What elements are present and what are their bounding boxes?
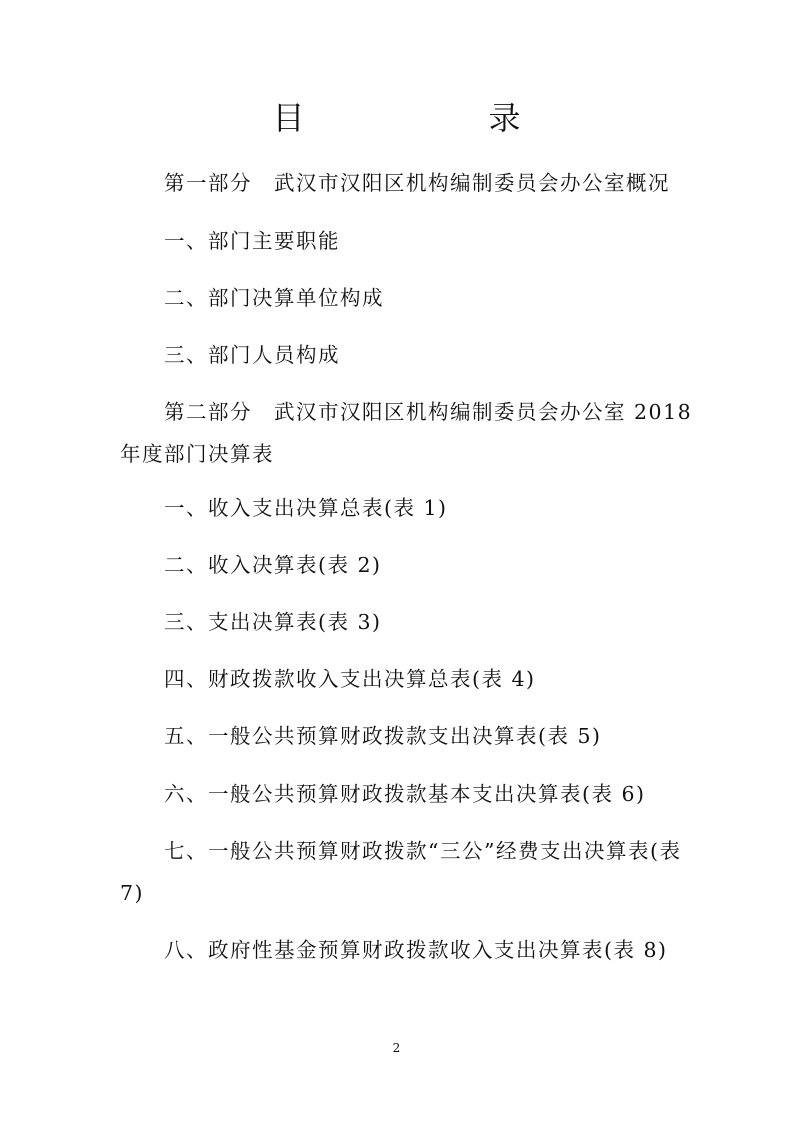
toc-entry-table-1	[120, 493, 672, 523]
toc-entry-text-line2: 年度部门决算表	[120, 442, 274, 466]
toc-entry-table-7	[120, 836, 682, 908]
toc-entry-text: 五、一般公共预算财政拨款支出决算表(表 5)	[164, 724, 602, 748]
toc-entry-table-5	[120, 721, 672, 751]
toc-entry-text: 一、部门主要职能	[164, 229, 340, 253]
toc-entry-text: 三、部门人员构成	[164, 343, 340, 367]
toc-entry-text: 六、一般公共预算财政拨款基本支出决算表(表 6)	[164, 782, 646, 806]
toc-entry-main-functions	[120, 226, 672, 256]
toc-entry-part-two	[120, 397, 693, 469]
toc-entry-table-8	[120, 935, 672, 965]
toc-entry-text: 四、财政拨款收入支出决算总表(表 4)	[164, 667, 536, 691]
toc-entry-unit-composition	[120, 283, 672, 313]
page-title: 目 录	[272, 99, 561, 137]
toc-entry-text: 八、政府性基金预算财政拨款收入支出决算表(表 8)	[164, 938, 668, 962]
toc-entry-text-line2: 7)	[120, 881, 145, 905]
toc-entry-text: 二、部门决算单位构成	[164, 286, 384, 310]
toc-entry-table-4	[120, 664, 672, 694]
toc-entry-staff-composition	[120, 340, 672, 370]
toc-entry-text: 三、支出决算表(表 3)	[164, 610, 382, 634]
toc-entry-text-line1: 七、一般公共预算财政拨款“三公”经费支出决算表(表	[164, 839, 682, 863]
toc-entry-text: 二、收入决算表(表 2)	[164, 553, 382, 577]
toc-entry-text: 第一部分 武汉市汉阳区机构编制委员会办公室概况	[164, 171, 670, 195]
toc-entry-table-3	[120, 607, 672, 637]
toc-entry-text-line1: 第二部分 武汉市汉阳区机构编制委员会办公室 2018	[164, 400, 693, 424]
toc-entry-text: 一、收入支出决算总表(表 1)	[164, 496, 448, 520]
page-number: 2	[392, 1041, 401, 1055]
toc-entry-table-6	[120, 779, 672, 809]
toc-entry-part-one	[120, 168, 672, 198]
toc-entry-table-2	[120, 550, 672, 580]
